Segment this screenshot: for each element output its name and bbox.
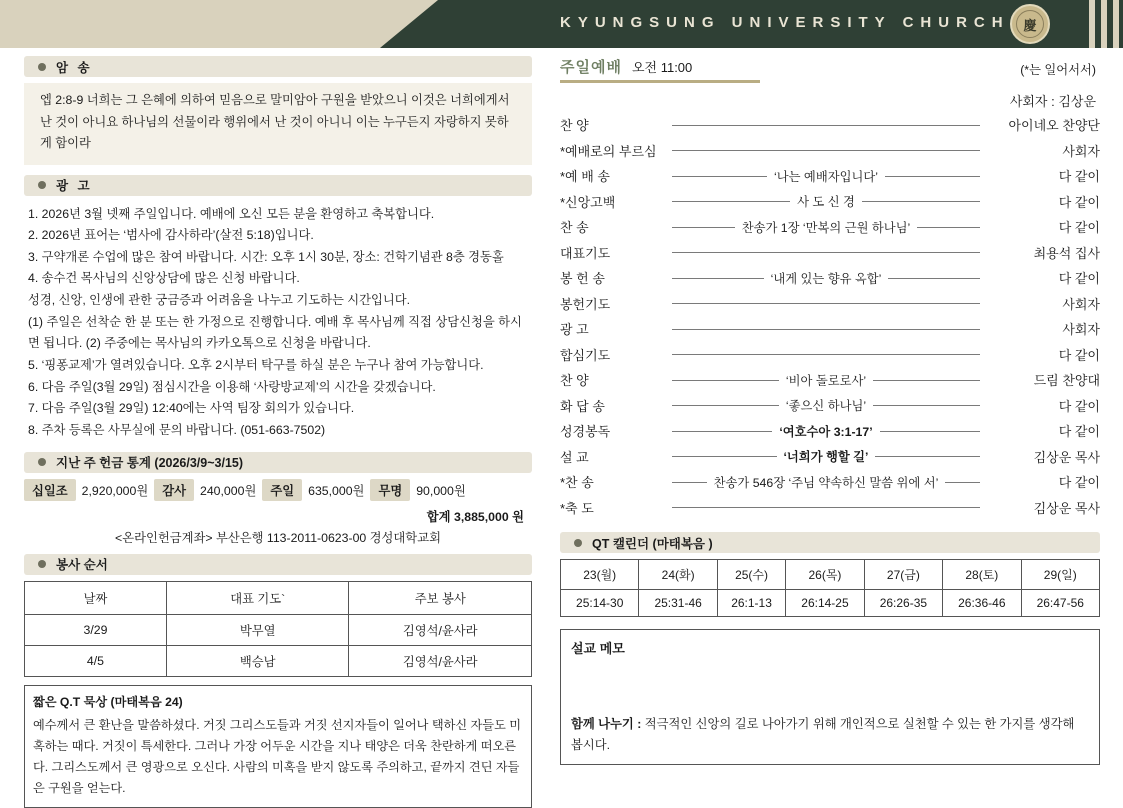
- order-item-name: 화 답 송: [560, 398, 605, 414]
- bulletin-body: [0, 48, 1123, 794]
- offering-total-value: 3,885,000 원: [453, 509, 524, 524]
- table-row: [561, 590, 1100, 617]
- order-item: [560, 342, 1100, 368]
- order-item-detail-wrap: [672, 367, 980, 393]
- share-label: 함께 나누기 :: [571, 717, 642, 732]
- order-item-detail: ‘비아 돌로로사’: [779, 371, 873, 389]
- section-header-offering: [24, 452, 532, 473]
- offering-tag: 무명: [370, 479, 410, 501]
- order-item-name: 찬 양: [560, 118, 589, 134]
- memorize-heading: 암 송: [56, 60, 93, 75]
- bullet-dot-icon: [38, 458, 46, 466]
- header-title: KYUNGSUNG UNIVERSITY CHURCH: [560, 14, 1010, 31]
- list-item: 2. 2026년 표어는 ‘범사에 감사하라’(살전 5:18)입니다.: [28, 228, 314, 243]
- qt-day: 23(월): [561, 560, 639, 590]
- offering-row: [24, 479, 532, 501]
- list-item: 1. 2026년 3월 넷째 주일입니다. 예배에 오신 모든 분을 환영하고 축복합니다.: [28, 206, 435, 221]
- qt-calendar-table: [560, 559, 1100, 617]
- order-item-name: *축 도: [560, 500, 594, 516]
- list-item: 4. 송수건 목사님의 신앙상담에 많은 신청 바랍니다.: [28, 271, 300, 286]
- offering-total: [24, 507, 532, 525]
- order-item-name: *찬 송: [560, 475, 594, 491]
- offering-amount: 240,000원: [200, 483, 257, 498]
- order-item-person: 다 같이: [1058, 424, 1100, 440]
- order-item-detail-wrap: [672, 469, 980, 495]
- cell-date: 3/29: [25, 614, 167, 645]
- order-item-detail-wrap: [672, 189, 980, 215]
- qt-calendar-heading: QT 캘린더 (마태복음 ): [592, 536, 713, 551]
- order-item-detail-wrap: [672, 444, 980, 470]
- order-item-detail-wrap: [672, 112, 980, 138]
- sermon-memo-title: 설교 메모: [571, 641, 625, 656]
- order-item-name: 광 고: [560, 322, 589, 338]
- offering-account: <온라인헌금계좌> 부산은행 113-2011-0623-00 경성대학교회: [115, 530, 441, 545]
- order-item: [560, 495, 1100, 521]
- order-item: [560, 444, 1100, 470]
- order-item: [560, 214, 1100, 240]
- order-item: [560, 469, 1100, 495]
- order-item-name: 성경봉독: [560, 424, 611, 440]
- order-item-detail: ‘너희가 행할 길’: [777, 447, 876, 465]
- qt-day: 25(수): [717, 560, 785, 590]
- order-item-detail: 찬송가 546장 ‘주님 약속하신 말씀 위에 서’: [707, 473, 946, 491]
- cell-bulletin: 김영석/윤사라: [349, 614, 532, 645]
- offering-amount: 90,000원: [416, 483, 466, 498]
- left-column: [24, 56, 532, 808]
- order-item-name: *예배로의 부르심: [560, 143, 657, 159]
- column-header: 날짜: [25, 581, 167, 614]
- sermon-memo-share: [571, 714, 1089, 756]
- table-row: [25, 614, 532, 645]
- column-header: 주보 봉사: [349, 581, 532, 614]
- worship-title: 주일예배: [560, 59, 622, 76]
- order-item-person: 사회자: [1062, 322, 1100, 338]
- column-header: 대표 기도`: [166, 581, 349, 614]
- service-table: [24, 581, 532, 677]
- order-item-detail: 사 도 신 경: [790, 192, 862, 210]
- list-item: 8. 주차 등록은 사무실에 문의 바랍니다. (051-663-7502): [28, 422, 326, 437]
- table-header-row: [25, 581, 532, 614]
- qt-reading: 26:47-56: [1021, 590, 1099, 617]
- standup-note: (*는 일어서서): [1020, 63, 1096, 77]
- list-item: 3. 구약개론 수업에 많은 참여 바랍니다. 시간: 오후 1시 30분, 장소: 건학기념관 8층 경동홀: [28, 249, 504, 264]
- section-header-service: [24, 554, 532, 575]
- order-item-name: 찬 송: [560, 220, 589, 236]
- order-item-detail: ‘여호수아 3:1-17’: [772, 422, 879, 440]
- service-heading: 봉사 순서: [56, 558, 108, 573]
- qt-meditation-title: 짧은 Q.T 묵상 (마태복음 24): [33, 694, 183, 709]
- memorize-text: 엡 2:8-9 너희는 그 은혜에 의하여 믿음으로 말미암아 구원을 받았으니 이것은 너희에게서 난 것이 아니요 하나님의 선물이라 행위에서 난 것이 아니니 이는 누구든지 자랑하지 못하게 함이라: [24, 83, 532, 165]
- cell-prayer: 백승남: [166, 645, 349, 676]
- order-item-name: 대표기도: [560, 245, 611, 261]
- list-item: 6. 다음 주일(3월 29일) 점심시간을 이용해 ‘사랑방교제’의 시간을 갖겠습니다.: [28, 379, 436, 394]
- order-item-detail-wrap: [672, 393, 980, 419]
- list-item: 성경, 신앙, 인생에 관한 궁금증과 어려움을 나누고 기도하는 시간입니다.: [28, 293, 411, 308]
- bullet-dot-icon: [574, 539, 582, 547]
- order-item: [560, 240, 1100, 266]
- order-item: [560, 393, 1100, 419]
- qt-reading: 25:14-30: [561, 590, 639, 617]
- order-item-person: 다 같이: [1058, 271, 1100, 287]
- order-item-detail: ‘내게 있는 향유 옥합’: [764, 269, 889, 287]
- offering-tag: 감사: [154, 479, 194, 501]
- order-item: [560, 112, 1100, 138]
- qt-reading: 26:26-35: [864, 590, 942, 617]
- worship-time: 오전 11:00: [631, 60, 693, 75]
- order-item-detail-wrap: [672, 138, 980, 164]
- cell-date: 4/5: [25, 645, 167, 676]
- order-item-detail-wrap: [672, 265, 980, 291]
- order-item: [560, 189, 1100, 215]
- order-item: [560, 418, 1100, 444]
- qt-reading: 26:14-25: [786, 590, 864, 617]
- order-item: [560, 316, 1100, 342]
- worship-order-list: [560, 112, 1100, 520]
- qt-day: 26(목): [786, 560, 864, 590]
- sermon-memo-box[interactable]: [560, 629, 1100, 765]
- order-item-person: 다 같이: [1058, 194, 1100, 210]
- bullet-dot-icon: [38, 560, 46, 568]
- order-item-name: 찬 양: [560, 373, 589, 389]
- qt-day: 28(토): [943, 560, 1021, 590]
- order-item: [560, 163, 1100, 189]
- order-item-name: 봉 헌 송: [560, 271, 605, 287]
- order-item: [560, 291, 1100, 317]
- order-item-person: 김상운 목사: [1033, 500, 1100, 516]
- section-header-memorize: [24, 56, 532, 77]
- bullet-dot-icon: [38, 181, 46, 189]
- order-item-detail-wrap: [672, 214, 980, 240]
- order-item-detail-wrap: [672, 316, 980, 342]
- order-item-name: *신앙고백: [560, 194, 616, 210]
- order-item-name: 설 교: [560, 449, 589, 465]
- qt-reading: 25:31-46: [639, 590, 717, 617]
- offering-tag: 주일: [262, 479, 302, 501]
- order-item-person: 아이네오 찬양단: [1008, 118, 1100, 134]
- order-item-name: 봉헌기도: [560, 296, 611, 312]
- page-header: [0, 0, 1123, 48]
- list-item: 5. ‘핑퐁교제’가 열려있습니다. 오후 2시부터 탁구를 하실 분은 누구나 참여 가능합니다.: [28, 358, 484, 373]
- share-text: 적극적인 신앙의 길로 나아가기 위해 개인적으로 실천할 수 있는 한 가지를 생각해 봅시다.: [571, 717, 1075, 753]
- order-item-detail-wrap: [672, 495, 980, 521]
- order-item: [560, 138, 1100, 164]
- order-item: [560, 265, 1100, 291]
- bullet-dot-icon: [38, 63, 46, 71]
- notice-heading: 광 고: [56, 179, 93, 194]
- order-item-person: 다 같이: [1058, 220, 1100, 236]
- order-item-detail: ‘나는 예배자입니다’: [767, 167, 885, 185]
- church-seal-icon: [1010, 4, 1050, 44]
- order-item-person: 다 같이: [1058, 475, 1100, 491]
- table-row: [25, 645, 532, 676]
- cell-prayer: 박무열: [166, 614, 349, 645]
- order-item-person: 최용석 집사: [1033, 245, 1100, 261]
- order-item-detail-wrap: [672, 418, 980, 444]
- offering-heading: 지난 주 헌금 통계 (2026/3/9~3/15): [56, 456, 244, 471]
- notice-list: [24, 202, 532, 442]
- section-header-notice: [24, 175, 532, 196]
- qt-day: 27(금): [864, 560, 942, 590]
- worship-leader: 사회자 : 김상운: [1009, 94, 1096, 109]
- order-item: [560, 367, 1100, 393]
- order-item-detail-wrap: [672, 240, 980, 266]
- order-item-detail-wrap: [672, 342, 980, 368]
- offering-tag: 십일조: [24, 479, 76, 501]
- order-item-detail: ‘좋으신 하나님’: [779, 396, 873, 414]
- list-item: 7. 다음 주일(3월 29일) 12:40에는 사역 팀장 회의가 있습니다.: [28, 401, 355, 416]
- order-item-person: 다 같이: [1058, 398, 1100, 414]
- offering-amount: 2,920,000원: [81, 483, 149, 498]
- qt-reading: 26:1-13: [717, 590, 785, 617]
- order-item-person: 다 같이: [1058, 347, 1100, 363]
- right-column: [560, 56, 1100, 765]
- list-item: (1) 주일은 선착순 한 분 또는 한 가정으로 진행합니다. 예배 후 목사님께 직접 상담신청을 하시면 됩니다. (2) 주중에는 목사님의 카카오톡으로 신청을 바랍니다.: [28, 314, 522, 351]
- order-item-detail-wrap: [672, 163, 980, 189]
- table-row: [561, 560, 1100, 590]
- qt-meditation-box: [24, 685, 532, 808]
- order-item-person: 김상운 목사: [1033, 449, 1100, 465]
- order-item-name: *예 배 송: [560, 169, 610, 185]
- offering-amount: 635,000원: [308, 483, 365, 498]
- order-item-detail: 찬송가 1장 ‘만복의 근원 하나님’: [735, 218, 918, 236]
- church-seal-glyph: 慶: [1016, 10, 1044, 38]
- qt-reading: 26:36-46: [943, 590, 1021, 617]
- cell-bulletin: 김영석/윤사라: [349, 645, 532, 676]
- order-item-person: 사회자: [1062, 296, 1100, 312]
- order-item-person: 다 같이: [1058, 169, 1100, 185]
- order-item-person: 사회자: [1062, 143, 1100, 159]
- order-item-name: 합심기도: [560, 347, 611, 363]
- offering-total-label: 합계: [426, 509, 451, 524]
- order-item-person: 드림 찬양대: [1033, 373, 1100, 389]
- qt-day: 29(일): [1021, 560, 1099, 590]
- worship-header: [560, 56, 760, 83]
- qt-day: 24(화): [639, 560, 717, 590]
- section-header-qt-calendar: [560, 532, 1100, 553]
- qt-meditation-text: 예수께서 큰 환난을 말씀하셨다. 거짓 그리스도들과 거짓 선지자들이 일어나 택하신 자들도 미혹하는 때다. 거짓이 특세한다. 그러나 가장 어두운 시간을 지나 태양은 더욱 찬란하게 떠오른다. 그리스도께서 큰 영광으로 오신다. 사람의 미혹을 받지 않도록 주의하고, 끝까지 견딘 자들은 구원을 얻는다.: [33, 717, 522, 795]
- order-item-detail-wrap: [672, 291, 980, 317]
- header-stripes: [1073, 0, 1123, 48]
